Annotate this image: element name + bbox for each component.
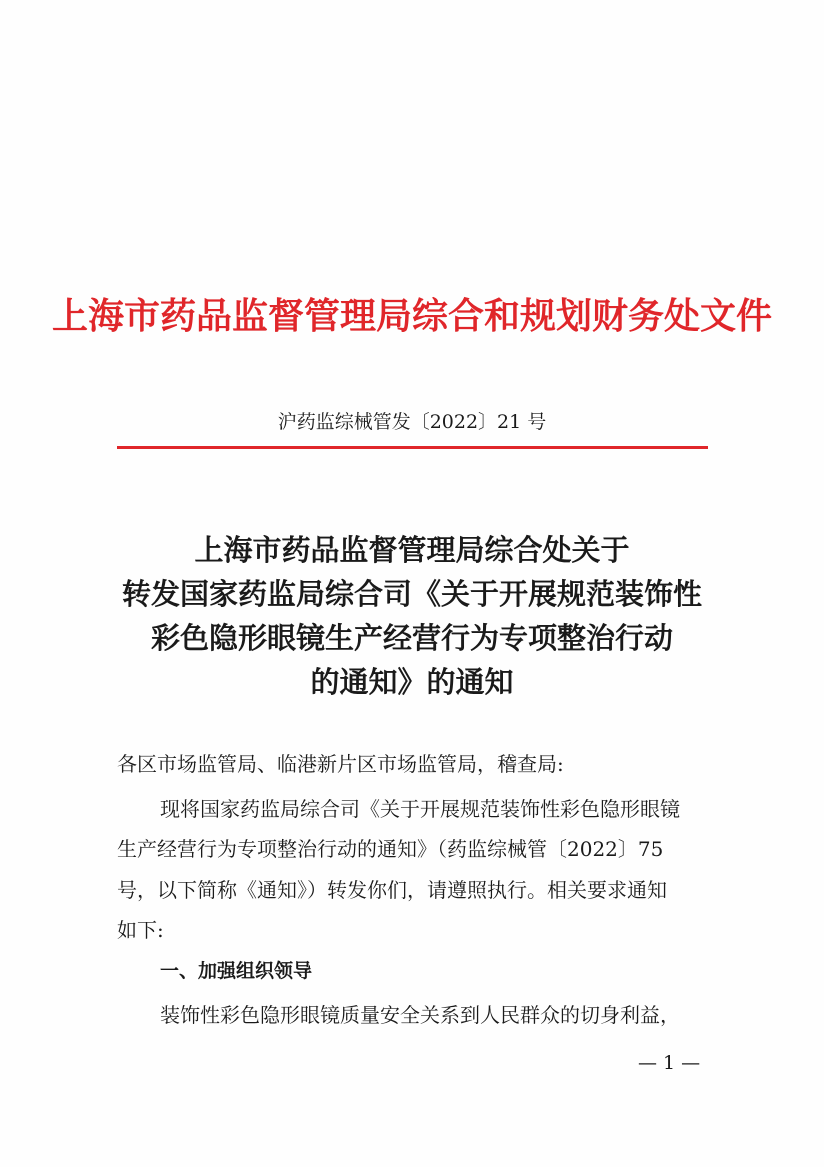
title-line-4: 的通知》的通知 — [310, 665, 514, 699]
title-line-2: 转发国家药监局综合司《关于开展规范装饰性 — [121, 577, 702, 611]
addressee-line: 各区市场监管局、临港新片区市场监管局，稽查局: — [117, 752, 564, 776]
paragraph-1-line-2: 生产经营行为专项整治行动的通知》（药监综械管〔2022〕75 — [117, 837, 664, 861]
paragraph-1-line-3: 号，以下简称《通知》）转发你们，请遵照执行。相关要求通知 — [117, 878, 667, 902]
title-line-1: 上海市药品监督管理局综合处关于 — [194, 533, 630, 567]
section-heading-1: 一、加强组织领导 — [160, 960, 313, 982]
red-divider-line — [117, 446, 708, 449]
document-number: 沪药监综械管发〔2022〕21 号 — [277, 411, 547, 433]
paragraph-1-line-4: 如下: — [117, 918, 164, 942]
issuer-title: 上海市药品监督管理局综合和规划财务处文件 — [51, 295, 772, 337]
title-line-3: 彩色隐形眼镜生产经营行为专项整治行动 — [150, 621, 673, 655]
document-title — [0, 528, 824, 704]
paragraph-2-line-1: 装饰性彩色隐形眼镜质量安全关系到人民群众的切身利益， — [160, 1003, 680, 1027]
page-number: — 1 — — [638, 1052, 701, 1074]
paragraph-1-line-1: 现将国家药监局综合司《关于开展规范装饰性彩色隐形眼镜 — [160, 797, 680, 821]
